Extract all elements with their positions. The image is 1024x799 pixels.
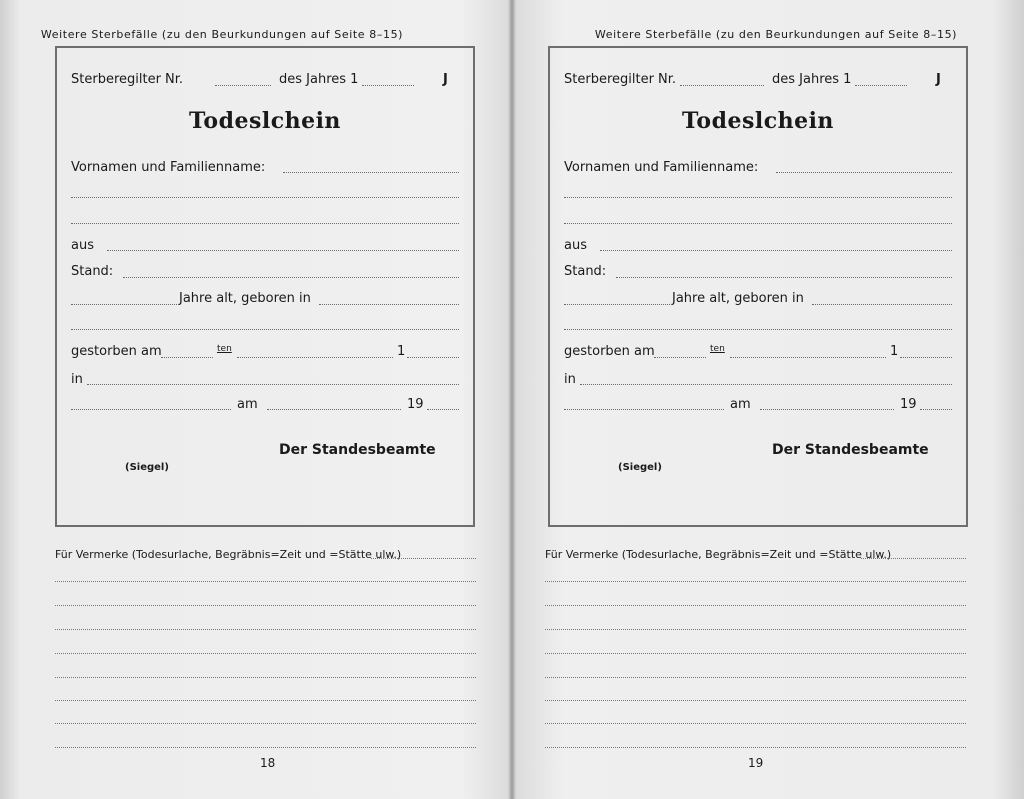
- am-label: am: [730, 397, 751, 412]
- official-label: Der Standesbeamte: [772, 442, 929, 458]
- form-title: Todeslchein: [682, 108, 834, 134]
- year-19-label: 19: [407, 397, 424, 412]
- names-label: Vornamen und Familienname:: [71, 160, 266, 175]
- aus-label: aus: [564, 238, 587, 253]
- death-place-line[interactable]: [580, 384, 952, 385]
- register-label: Sterberegilter Nr.: [71, 72, 184, 87]
- form-title: Todeslchein: [189, 108, 341, 134]
- birthplace-line-2[interactable]: [71, 329, 459, 330]
- notes-line[interactable]: [861, 558, 966, 559]
- names-line-1[interactable]: [283, 172, 459, 173]
- stand-line[interactable]: [123, 277, 459, 278]
- ten-label: ten: [217, 344, 232, 354]
- stand-label: Stand:: [71, 264, 114, 279]
- page-header: Weitere Sterbefälle (zu den Beurkundungen auf Seite 8–15): [40, 28, 404, 41]
- date-year-line[interactable]: [427, 409, 459, 410]
- year-19-label: 19: [900, 397, 917, 412]
- register-suffix: J: [443, 72, 448, 87]
- notes-section: [545, 545, 975, 755]
- date-month-line[interactable]: [760, 409, 894, 410]
- in-label: in: [564, 372, 576, 387]
- notes-label: Für Vermerke (Todesurlache, Begräbnis=Zeit und =Stätte ulw.): [545, 548, 892, 561]
- notes-line[interactable]: [545, 700, 966, 701]
- notes-line[interactable]: [55, 723, 476, 724]
- year-label: des Jahres 1: [772, 72, 852, 87]
- notes-line[interactable]: [371, 558, 476, 559]
- century-label: 1: [890, 344, 899, 359]
- death-day-line[interactable]: [654, 357, 706, 358]
- year-line[interactable]: [362, 85, 414, 86]
- seal-label: (Siegel): [618, 462, 662, 473]
- age-line[interactable]: [71, 304, 177, 305]
- register-label: Sterberegilter Nr.: [564, 72, 677, 87]
- register-number-line[interactable]: [680, 85, 764, 86]
- notes-line[interactable]: [55, 629, 476, 630]
- notes-line[interactable]: [55, 605, 476, 606]
- notes-line[interactable]: [545, 581, 966, 582]
- birthplace-line-2[interactable]: [564, 329, 952, 330]
- death-place-line[interactable]: [87, 384, 459, 385]
- stand-label: Stand:: [564, 264, 607, 279]
- death-year-line[interactable]: [900, 357, 952, 358]
- death-certificate-form: [55, 46, 475, 527]
- notes-line[interactable]: [545, 723, 966, 724]
- notes-line[interactable]: [545, 747, 966, 748]
- names-line-2[interactable]: [71, 197, 459, 198]
- death-month-line[interactable]: [730, 357, 886, 358]
- date-year-line[interactable]: [920, 409, 952, 410]
- death-day-line[interactable]: [161, 357, 213, 358]
- notes-line[interactable]: [55, 581, 476, 582]
- register-suffix: J: [936, 72, 941, 87]
- notes-label: Für Vermerke (Todesurlache, Begräbnis=Zeit und =Stätte ulw.): [55, 548, 402, 561]
- official-label: Der Standesbeamte: [279, 442, 436, 458]
- date-line[interactable]: [564, 409, 724, 410]
- notes-line[interactable]: [545, 677, 966, 678]
- names-line-2[interactable]: [564, 197, 952, 198]
- notes-line[interactable]: [55, 700, 476, 701]
- names-line-3[interactable]: [71, 223, 459, 224]
- age-line[interactable]: [564, 304, 670, 305]
- names-line-3[interactable]: [564, 223, 952, 224]
- death-certificate-form: [548, 46, 968, 527]
- aus-line[interactable]: [107, 250, 459, 251]
- am-label: am: [237, 397, 258, 412]
- notes-line[interactable]: [545, 629, 966, 630]
- birthplace-line[interactable]: [319, 304, 459, 305]
- age-label: Jahre alt, geboren in: [179, 291, 311, 306]
- date-line[interactable]: [71, 409, 231, 410]
- page-header: Weitere Sterbefälle (zu den Beurkundungen auf Seite 8–15): [594, 28, 958, 41]
- right-page: [512, 0, 1024, 799]
- birthplace-line[interactable]: [812, 304, 952, 305]
- names-line-1[interactable]: [776, 172, 952, 173]
- age-label: Jahre alt, geboren in: [672, 291, 804, 306]
- register-number-line[interactable]: [215, 85, 271, 86]
- notes-line[interactable]: [55, 747, 476, 748]
- century-label: 1: [397, 344, 406, 359]
- died-label: gestorben am: [564, 344, 655, 359]
- died-label: gestorben am: [71, 344, 162, 359]
- year-label: des Jahres 1: [279, 72, 359, 87]
- notes-line[interactable]: [545, 653, 966, 654]
- notes-section: [55, 545, 485, 755]
- year-line[interactable]: [855, 85, 907, 86]
- in-label: in: [71, 372, 83, 387]
- date-month-line[interactable]: [267, 409, 401, 410]
- death-month-line[interactable]: [237, 357, 393, 358]
- stand-line[interactable]: [616, 277, 952, 278]
- aus-line[interactable]: [600, 250, 952, 251]
- page-number: 19: [748, 756, 764, 770]
- page-number: 18: [260, 756, 276, 770]
- names-label: Vornamen und Familienname:: [564, 160, 759, 175]
- notes-line[interactable]: [545, 605, 966, 606]
- aus-label: aus: [71, 238, 94, 253]
- notes-line[interactable]: [55, 677, 476, 678]
- notes-line[interactable]: [55, 653, 476, 654]
- seal-label: (Siegel): [125, 462, 169, 473]
- death-year-line[interactable]: [407, 357, 459, 358]
- ten-label: ten: [710, 344, 725, 354]
